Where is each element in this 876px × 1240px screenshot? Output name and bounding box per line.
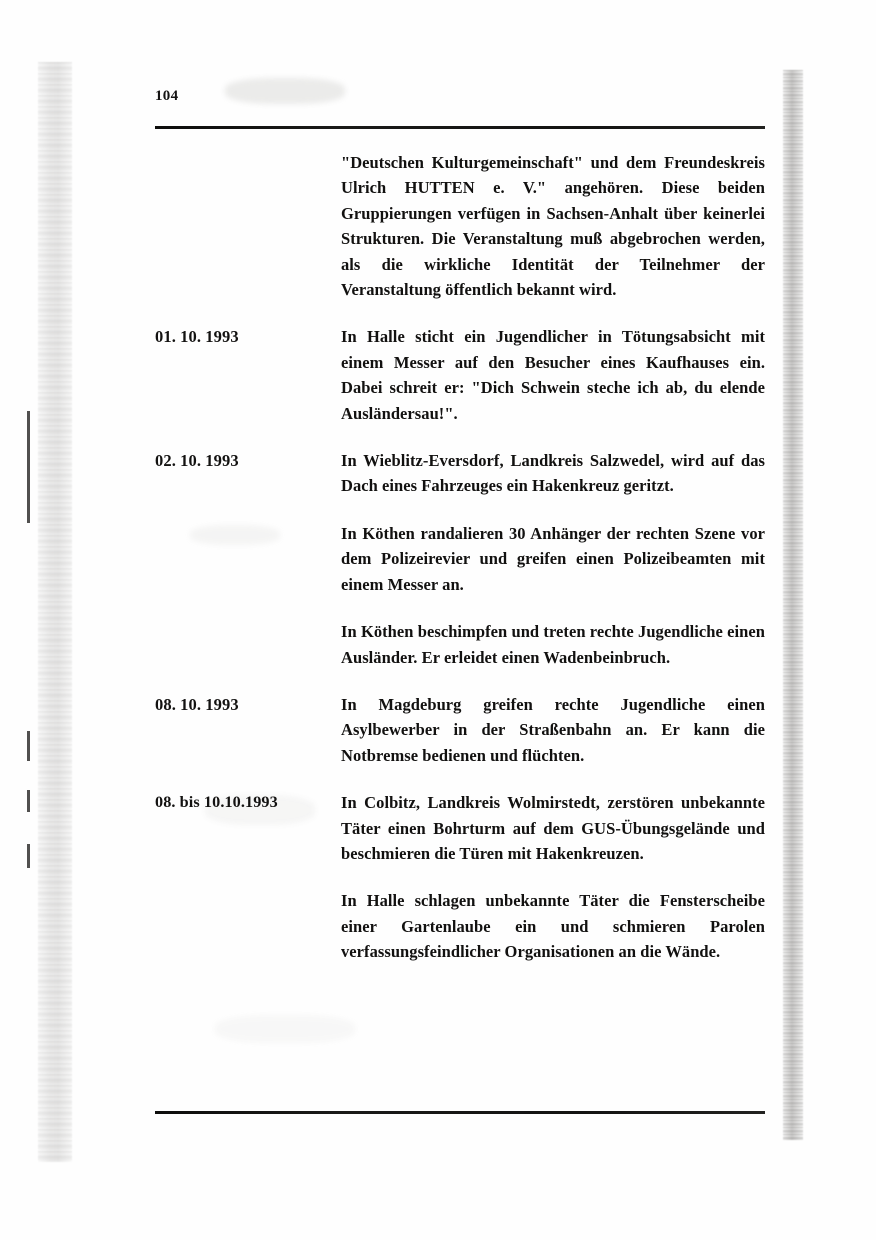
entry-text-cell [341,692,765,768]
chronicle-content [155,150,765,965]
paragraph: In Halle schlagen unbekannte Täter die Fensterscheibe einer Gartenlaube ein und schmieren Parolen verfassungsfeindlicher Organisationen an die Wände. [341,891,765,962]
entry-date: 08. 10. 1993 [155,694,239,714]
continuation-text-cell [341,150,765,302]
entry-spacer [155,768,765,790]
entry-date: 02. 10. 1993 [155,451,239,471]
paragraph: In Halle sticht ein Jugendlicher in Tötungsabsicht mit einem Messer auf den Besucher eines Kaufhauses ein. Dabei schreit er: "Dich Schwein steche ich ab, du elende Ausländersau!". [341,327,765,423]
paragraph: In Wieblitz-Eversdorf, Landkreis Salzwedel, wird auf das Dach eines Fahrzeuges ein Hakenkreuz geritzt. [341,451,765,496]
chronicle-entry [155,448,765,670]
entry-text-cell [341,324,765,426]
header-rule [155,126,765,129]
entry-spacer [155,670,765,692]
scan-gutter-shadow-left [38,62,72,1162]
paragraph: In Köthen randalieren 30 Anhänger der rechten Szene vor dem Polizeirevier und greifen einen Polizeibeamten mit einem Messer an. [341,523,765,594]
chronicle-entry [155,324,765,426]
paragraph: "Deutschen Kulturgemeinschaft" und dem Freundeskreis Ulrich HUTTEN e. V." angehören. Diese beiden Gruppierungen verfügen in Sachsen-Anhalt über keinerlei Strukturen. Die Veranstaltung muß abgebrochen werden, als die wirkliche Identität der Teilnehmer der Veranstaltung öffentlich bekannt wird. [341,153,765,300]
paragraph: In Colbitz, Landkreis Wolmirstedt, zerstören unbekannte Täter einen Bohrturm auf dem GUS-Übungsgelände und beschmieren die Türen mit Hakenkreuzen. [341,793,765,863]
margin-annotation-mark-4 [27,844,30,868]
continuation-entry [155,150,765,302]
margin-annotation-mark-2 [27,731,30,761]
entry-date: 08. bis 10.10.1993 [155,793,278,812]
chronicle-entry [155,790,765,964]
paragraph: In Magdeburg greifen rechte Jugendliche einen Asylbewerber in der Straßenbahn an. Er kann die Notbremse bedienen und flüchten. [341,694,765,765]
footer-rule [155,1111,765,1114]
paragraph: In Köthen beschimpfen und treten rechte Jugendliche einen Ausländer. Er erleidet einen Wadenbeinbruch. [341,622,765,667]
margin-annotation-mark-1 [27,411,30,523]
entry-date: 01. 10. 1993 [155,327,239,347]
entry-text-cell [341,790,765,964]
scan-smudge-top [225,78,345,104]
entry-text-cell [341,448,765,670]
chronicle-entry [155,692,765,768]
page-number: 104 [155,88,179,104]
scan-smudge-bottom [215,1015,355,1043]
margin-annotation-mark-3 [27,790,30,812]
entry-spacer [155,302,765,324]
entry-spacer [155,426,765,448]
scan-edge-noise-right [783,70,803,1140]
